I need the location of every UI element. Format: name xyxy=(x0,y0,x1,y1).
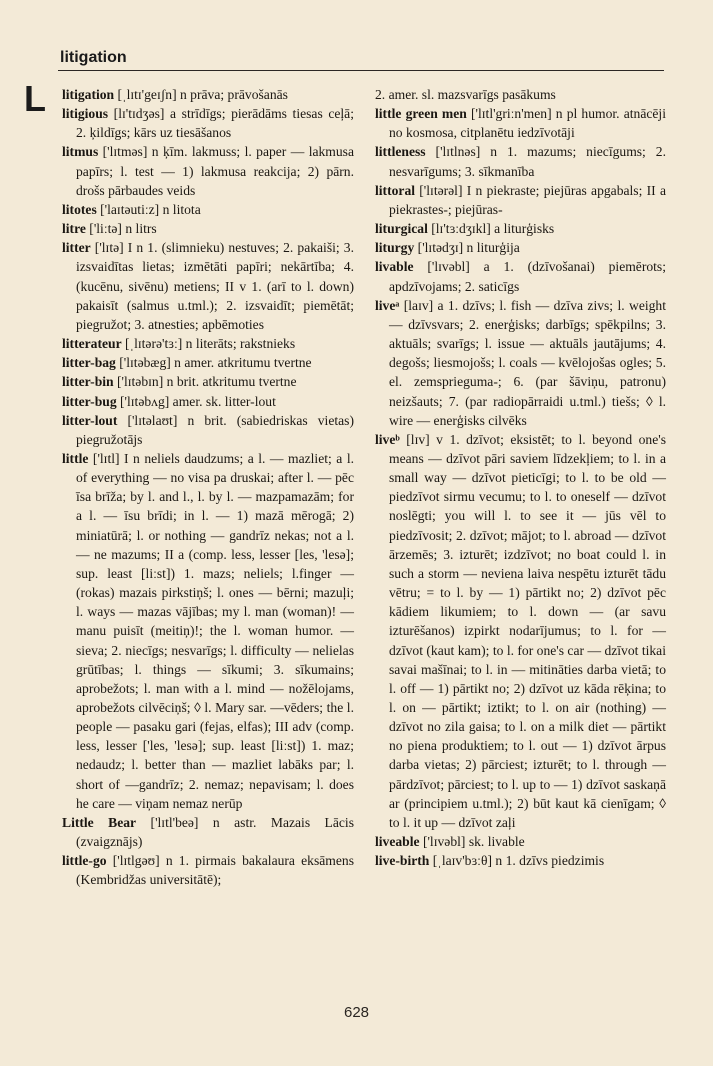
definition: ['lɪvəbl] sk. livable xyxy=(419,834,525,850)
dictionary-entry xyxy=(375,181,666,219)
headword: little-go xyxy=(62,853,107,869)
dictionary-entry xyxy=(62,851,354,889)
dictionary-entry xyxy=(375,832,666,851)
dictionary-entry xyxy=(375,142,666,180)
definition: [ˌlɪtɪ'geɪʃn] n prāva; prāvošanās xyxy=(114,87,288,102)
definition: ['laɪtəutiːz] n litota xyxy=(96,201,201,217)
dictionary-entry xyxy=(62,392,354,411)
dictionary-entry xyxy=(62,372,354,391)
headword: liveable xyxy=(375,834,420,850)
dictionary-entry xyxy=(62,104,354,142)
dictionary-entry xyxy=(62,449,354,813)
headword: litter-bug xyxy=(62,393,117,409)
definition: 2. amer. sl. mazsvarīgs pasākums xyxy=(375,87,556,102)
dictionary-entry xyxy=(375,296,666,430)
definition: [ˌlɪtərə'tɜː] n literāts; rakstnieks xyxy=(121,336,296,352)
definition: ['lɪtərəl] I n piekraste; piejūras apgabals; II a piekrastes-; piejūras- xyxy=(389,182,666,217)
headword: littleness xyxy=(375,144,426,160)
definition: ['lɪtəbɪn] n brit. atkritumu tvertne xyxy=(113,374,297,390)
definition: [laɪv] a 1. dzīvs; l. fish — dzīva zivs; l. weight — dzīvsvars; 2. enerģisks; darbīgs; spēkpilns; 3. aktuāls; svarīgs; l. issue — aktuāls jautājums; 4. degošs; liesmojošs; l. coals — kvēlojošas ogles; 5. el. zemsprieguma-; 6. (par šāviņu, patronu) neizšauts; 7. (par radiopārraidi u.tml.) tiešs; ◊ l. wire — enerģisks cilvēks xyxy=(389,297,666,428)
headword: Little Bear xyxy=(62,814,137,830)
dictionary-entry xyxy=(62,813,354,851)
header-rule xyxy=(58,70,664,71)
dictionary-entry xyxy=(375,851,666,870)
dictionary-entry xyxy=(62,334,354,353)
dictionary-entry xyxy=(62,353,354,372)
headword: litter-bag xyxy=(62,355,116,371)
dictionary-entry xyxy=(62,219,354,238)
thumb-index-letter: L xyxy=(24,78,46,119)
definition: ['lɪtəlaʊt] n brit. (sabiedriskas vietas) piegružotājs xyxy=(76,412,354,447)
running-head: litigation xyxy=(60,49,127,66)
headword: litter xyxy=(62,240,91,256)
definition: [lɪ'tɪdʒəs] a strīdīgs; pierādāms tiesas ceļā; 2. ķildīgs; kārs uz tiesāšanos xyxy=(76,106,354,141)
definition: ['lɪtlgəʊ] n 1. pirmais bakalaura eksāmens (Kembridžas universitātē); xyxy=(76,853,354,888)
definition: ['lɪtəbæg] n amer. atkritumu tvertne xyxy=(115,355,312,371)
headword: little green men xyxy=(375,106,467,122)
definition: ['lɪtədʒɪ] n liturģija xyxy=(414,240,520,256)
definition: ['lɪtə] I n 1. (slimnieku) nestuves; 2. pakaiši; 3. izsvaidītas lietas; izmētāti papīri; nekārtība; 4. (kucēnu, sivēnu) metiens; II v 1. (arī to l. down) pakaisīt (salmus u.tml.); 2. izsvaidīt; piemētāt; piegružot; 3. atnesties; apbēmoties xyxy=(76,240,354,332)
dictionary-entry xyxy=(62,142,354,199)
headword: litigation xyxy=(62,87,115,102)
headword: litmus xyxy=(62,144,99,160)
dictionary-entry xyxy=(62,238,354,334)
definition: ['lɪtməs] n ķīm. lakmuss; l. paper — lakmusa papīrs; l. test — 1) lakmusa reakcija; 2) pārn. drošs pārbaudes veids xyxy=(76,144,354,198)
dictionary-entry xyxy=(62,411,354,449)
definition: [ˌlaɪv'bɜːθ] n 1. dzīvs piedzimis xyxy=(429,853,605,869)
headword: litter-lout xyxy=(62,412,118,428)
dictionary-entry xyxy=(375,430,666,832)
dictionary-entry xyxy=(375,85,666,104)
headword: litterateur xyxy=(62,336,122,352)
headword: liveᵃ xyxy=(375,297,400,313)
page-number: 628 xyxy=(343,1004,370,1021)
definition: [lɪv] v 1. dzīvot; eksistēt; to l. beyond one's means — dzīvot pāri saviem līdzekļiem; to l. in a small way — dzīvot pieticīgi; to l. to be old — piedzīvot sirmu vecumu; to l. to oneself — dzīvot noslēgti; you will l. to see it — jūs vēl to piedzīvosit; 2. dzīvot; mājot; to l. abroad — dzīvot ārzemēs; 3. izturēt; izdzīvot; no boat could l. in such a storm — neviena laiva nespētu izturēt tādu vētru; = to l. by — 1) pārtikt no; 2) dzīvot pēc kādiem likumiem; to l. down — (ar savu izturēšanos) izpirkt nodarījumus; to l. for — dzīvot (kaut kam); to l. for one's car — dzīvot tikai savai mašīnai; to l. in — mitināties darba vietā; to l. off — 1) pārtikt no; 2) dzīvot uz kāda rēķina; to l. on — pārtikt; iztikt; to l. on air (nothing) — dzīvot no zila gaisa; to l. on a milk diet — pārtikt no piena produktiem; to l. out — 1) dzīvot ārpus darba vietas; 2) pārciest; izturēt; to l. through — pārdzīvot; pārciest; to l. up to — 1) dzīvot saskaņā ar (principiem u.tml.); 2) būt kaut kā cienīgam; ◊ to l. it up — dzīvot zaļi xyxy=(389,431,666,830)
definition: ['lɪvəbl] a 1. (dzīvošanai) piemērots; apdzīvojams; 2. saticīgs xyxy=(389,259,666,294)
headword: liturgy xyxy=(375,240,415,256)
dictionary-entry xyxy=(62,200,354,219)
dictionary-entry xyxy=(375,104,666,142)
headword: little xyxy=(62,450,89,466)
headword: litter-bin xyxy=(62,374,114,390)
definition: ['lɪtəbʌg] amer. sk. litter-lout xyxy=(116,393,276,409)
headword: litre xyxy=(62,221,86,237)
headword: liturgical xyxy=(375,221,428,237)
headword: littoral xyxy=(375,182,416,198)
definition: ['liːtə] n litrs xyxy=(85,221,157,237)
definition: [lɪ'tɜːdʒɪkl] a liturģisks xyxy=(427,221,555,237)
headword: litigious xyxy=(62,106,109,122)
left-column xyxy=(62,85,354,890)
dictionary-entry xyxy=(62,85,354,104)
definition: ['lɪtlnəs] n 1. mazums; niecīgums; 2. nesvarīgums; 3. sīkmanība xyxy=(389,144,666,179)
right-column xyxy=(375,85,666,870)
headword: liveᵇ xyxy=(375,431,400,447)
headword: litotes xyxy=(62,201,97,217)
dictionary-entry xyxy=(375,257,666,295)
definition: ['lɪtl] I n neliels daudzums; a l. — mazliet; a l. of everything — no visa pa druskai; after l. — pēc īsa brīža; by l. and l., l. by l. — mazpamazām; for a l. — īsu brīdi; in l. — 1) mazā mērogā; 2) miniatūrā; l. or nothing — gandrīz nekas; not a l. — ne mazums; II a (comp. less, lesser [les, 'lesə]; sup. least [liːst]) 1. mazs; neliels; l.finger — (rokas) mazais pirkstiņš; l. ones — bērni; mazuļi; l. ways — mazas vājības; my l. man (woman)! — manu puisīt (meitiņ)!; the l. woman humor. — sieva; 2. niecīgs; nesvarīgs; l. difficulty — nelielas grūtības; l. things — sīkumi; 3. sīkumains; aprobežots; l. man with a l. mind — nožēlojams, aprobežots cilvēciņš; ◊ l. Mary sar. —vēders; the l. people — pasaku gari (fejas, elfas); III adv (comp. less, lesser ['les, 'lesə]; sup. least [liːst]) 1. maz; nedaudz; l. better than — mazliet labāks par; l. short of —gandrīz; 2. nemaz; nepavisam; l. does he care — viņam nemaz nerūp xyxy=(76,450,354,811)
definition: ['lɪtl'griːn'men] n pl humor. atnācēji no kosmosa, citplanētu iedzīvotāji xyxy=(389,106,666,141)
headword: livable xyxy=(375,259,414,275)
dictionary-entry xyxy=(375,238,666,257)
definition: ['lɪtl'beə] n astr. Mazais Lācis (zvaigznājs) xyxy=(76,814,354,850)
headword: live-birth xyxy=(375,853,430,869)
dictionary-entry xyxy=(375,219,666,238)
